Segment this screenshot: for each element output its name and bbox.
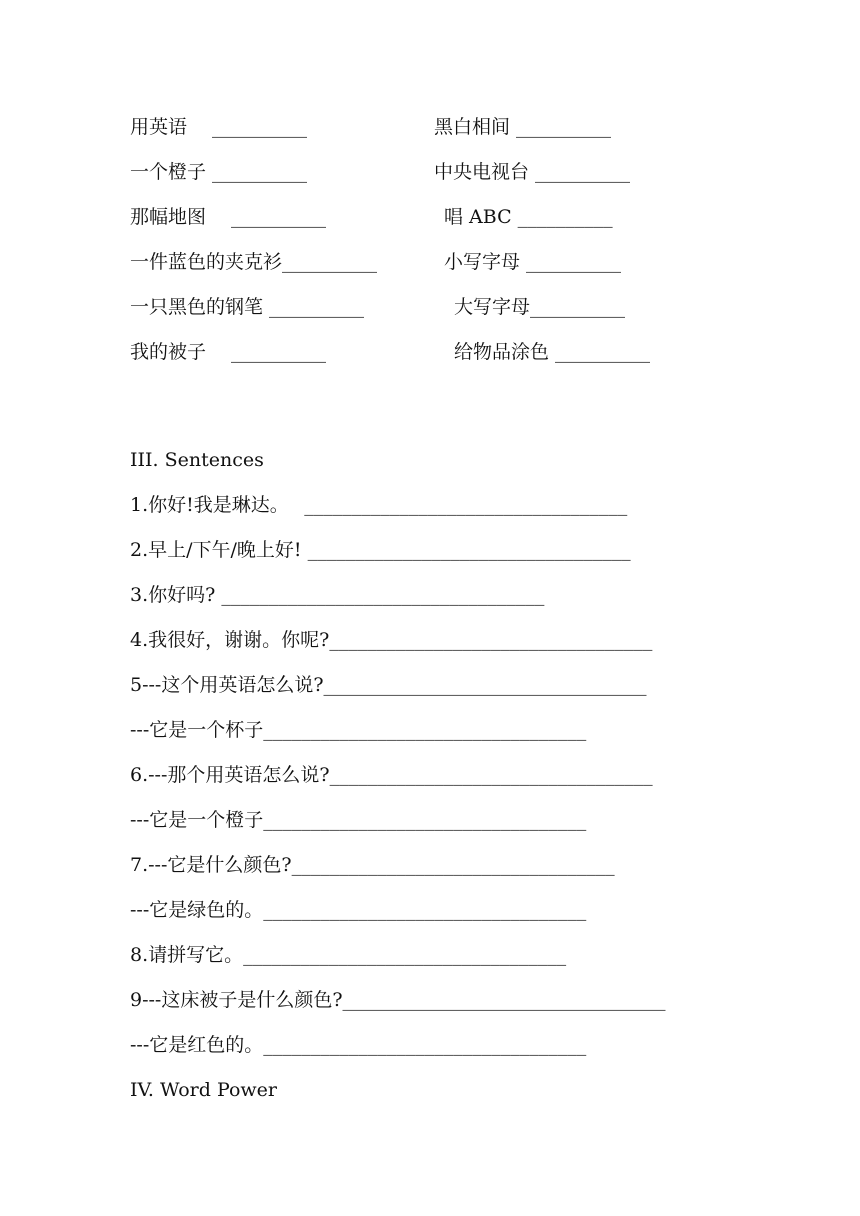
word-power-heading: IV. Word Power bbox=[130, 1079, 277, 1101]
sentence-5b: ---它是一个杯子__________________________________ bbox=[130, 719, 587, 741]
phrase-right-1: 中央电视台 __________ bbox=[434, 161, 631, 183]
phrase-right-2: 唱 ABC __________ bbox=[444, 206, 613, 228]
phrase-left-1: 一个橙子 __________ bbox=[130, 161, 308, 183]
phrase-right-5: 给物品涂色 __________ bbox=[454, 341, 651, 363]
phrase-left-2: 那幅地图 __________ bbox=[130, 206, 327, 228]
sentence-4: 4.我很好，谢谢。你呢?__________________________________ bbox=[130, 629, 653, 651]
phrase-left-4: 一只黑色的钢笔 __________ bbox=[130, 296, 365, 318]
sentence-6a: 6.---那个用英语怎么说?__________________________________ bbox=[130, 764, 653, 786]
phrase-left-0: 用英语 __________ bbox=[130, 116, 308, 138]
sentence-3: 3.你好吗? __________________________________ bbox=[130, 584, 545, 606]
sentence-7b: ---它是绿色的。__________________________________ bbox=[130, 899, 587, 921]
sentence-6b: ---它是一个橙子__________________________________ bbox=[130, 809, 587, 831]
phrase-left-3: 一件蓝色的夹克衫__________ bbox=[130, 251, 378, 273]
sentence-1: 1.你好!我是琳达。 __________________________________ bbox=[130, 494, 628, 516]
sentence-9b: ---它是红色的。__________________________________ bbox=[130, 1034, 587, 1056]
sentence-2: 2.早上/下午/晚上好! __________________________________ bbox=[130, 539, 631, 561]
sentence-8: 8.请拼写它。__________________________________ bbox=[130, 944, 567, 966]
phrase-right-4: 大写字母__________ bbox=[454, 296, 626, 318]
phrase-left-5: 我的被子 __________ bbox=[130, 341, 327, 363]
sentence-5a: 5---这个用英语怎么说?__________________________________ bbox=[130, 674, 647, 696]
sentences-heading: III. Sentences bbox=[130, 449, 264, 471]
phrase-right-0: 黑白相间 __________ bbox=[434, 116, 612, 138]
sentence-9a: 9---这床被子是什么颜色?__________________________________ bbox=[130, 989, 666, 1011]
phrase-right-3: 小写字母 __________ bbox=[444, 251, 622, 273]
sentence-7a: 7.---它是什么颜色?__________________________________ bbox=[130, 854, 615, 876]
